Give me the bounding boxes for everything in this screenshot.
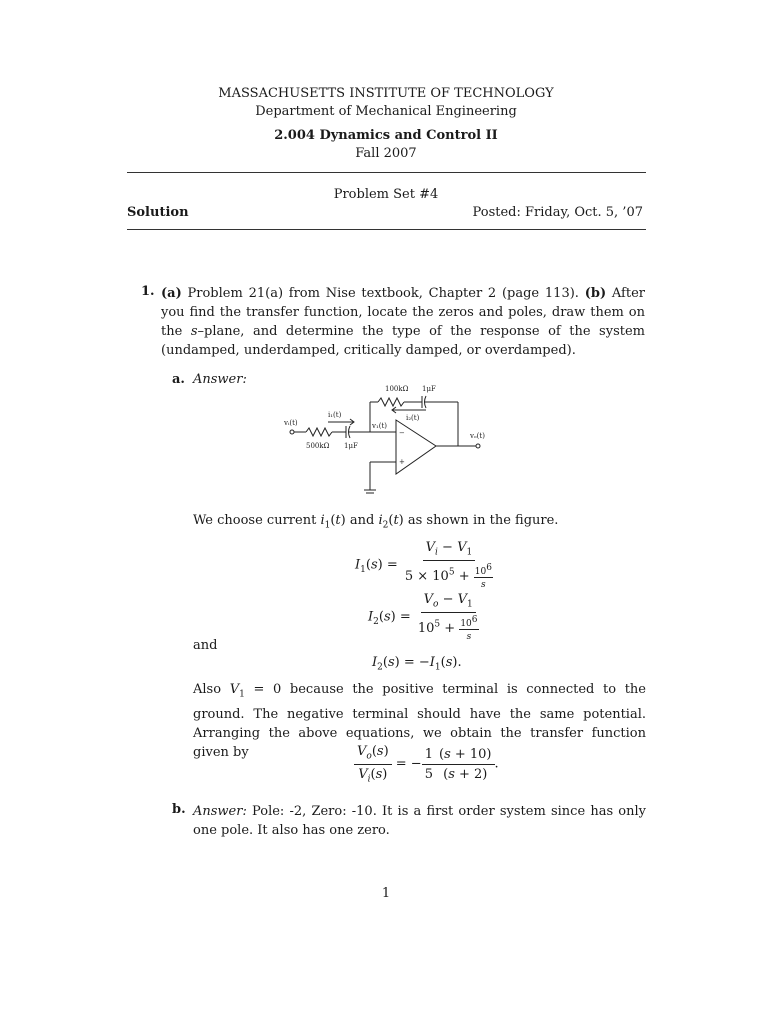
- part-b-text-1: After you find the transfer function, locate the zeros and poles, draw them on the: [161, 286, 645, 339]
- answer-b-word: Answer:: [193, 804, 247, 819]
- answer-a-word: Answer:: [193, 372, 247, 387]
- plus-terminal: +: [399, 458, 405, 466]
- choose-prefix: We choose current: [193, 513, 321, 528]
- also-text-1: Also: [193, 682, 230, 697]
- choose-suffix: as shown in the figure.: [403, 513, 559, 528]
- department-name: Department of Mechanical Engineering: [255, 104, 517, 119]
- also-paragraph: Also $V_1 = 0$ because the positive terminal is connected to the ground. The negative terminal should have the same potential. Arranging the above equations, we obtain the transfer function given by: [193, 682, 646, 760]
- vo-label: vₒ(t): [470, 432, 485, 440]
- output-terminal: [476, 444, 480, 448]
- question-text: [161, 284, 645, 360]
- answer-b-text: [193, 802, 646, 840]
- c-feedback-label: 1μF: [422, 385, 436, 393]
- feedback-resistor: [378, 398, 404, 406]
- vi-label: vᵢ(t): [284, 419, 298, 427]
- also-text-2: because the positive terminal is connected to the ground. The negative terminal should have the same potential. Arranging the above equations, we obtain the transfer function given by: [193, 682, 646, 760]
- posted-date: Posted: Friday, Oct. 5, ’07: [472, 205, 643, 220]
- part-a-text: Problem 21(a) from Nise textbook, Chapter 2 (page 113).: [187, 286, 579, 301]
- input-resistor: [306, 428, 332, 436]
- choose-currents-text: We choose current $i_1(t)$ and $i_2(t)$ as shown in the figure.: [193, 513, 559, 531]
- r-feedback-label: 100kΩ: [385, 385, 409, 393]
- equation-i1: $I_1(s)$ = $V_i - V_1$ $5 \times 10^5$ + $\frac{10^6}{s}$: [355, 540, 492, 590]
- header-rule-top: [127, 172, 646, 173]
- i2-label: i₂(t): [406, 414, 420, 422]
- v1-label: v₁(t): [372, 422, 388, 430]
- header-rule-bottom: [127, 229, 646, 230]
- transfer-function: $\frac{V_o(s)}{V_i(s)}$ = − $\frac{1}{5}$ $\frac{(s + 10)}{(s + 2)}$ .: [354, 744, 499, 784]
- i1-label: i₁(t): [328, 411, 342, 419]
- problem-set-title: Problem Set #4: [333, 187, 439, 202]
- choose-and: and: [345, 513, 379, 528]
- c-input-label: 1μF: [344, 442, 358, 450]
- question-number: 1.: [141, 284, 155, 299]
- answer-b-label: b.: [172, 802, 186, 817]
- equation-i2-equals-minus-i1: $I_2(s) = -I_1(s)$.: [372, 655, 462, 673]
- op-amp-circuit-diagram: [280, 378, 500, 502]
- part-a-label: (a): [161, 286, 182, 301]
- part-b-text-2: –plane, and determine the type of the response of the system (undamped, underdamped, critically damped, or overdamped).: [161, 324, 645, 358]
- answer-a-label: a.: [172, 372, 185, 387]
- answer-b-body: Pole: -2, Zero: -10. It is a first order system since has only one pole. It also has one zero.: [193, 804, 646, 838]
- r-input-label: 500kΩ: [306, 442, 330, 450]
- and-word: and: [193, 638, 218, 653]
- institution-name: MASSACHUSETTS INSTITUTE OF TECHNOLOGY: [218, 86, 554, 101]
- solution-label: Solution: [127, 205, 189, 220]
- page-number: 1: [381, 886, 391, 901]
- s-variable: s: [190, 324, 198, 339]
- course-title: 2.004 Dynamics and Control II: [274, 128, 498, 143]
- term: Fall 2007: [355, 146, 417, 161]
- part-b-label: (b): [584, 286, 607, 301]
- equation-i2: $I_2(s)$ = $V_o - V_1$ $10^5$ + $\frac{10^6}{s}$: [368, 592, 478, 642]
- minus-terminal: −: [399, 429, 405, 437]
- input-terminal: [290, 430, 294, 434]
